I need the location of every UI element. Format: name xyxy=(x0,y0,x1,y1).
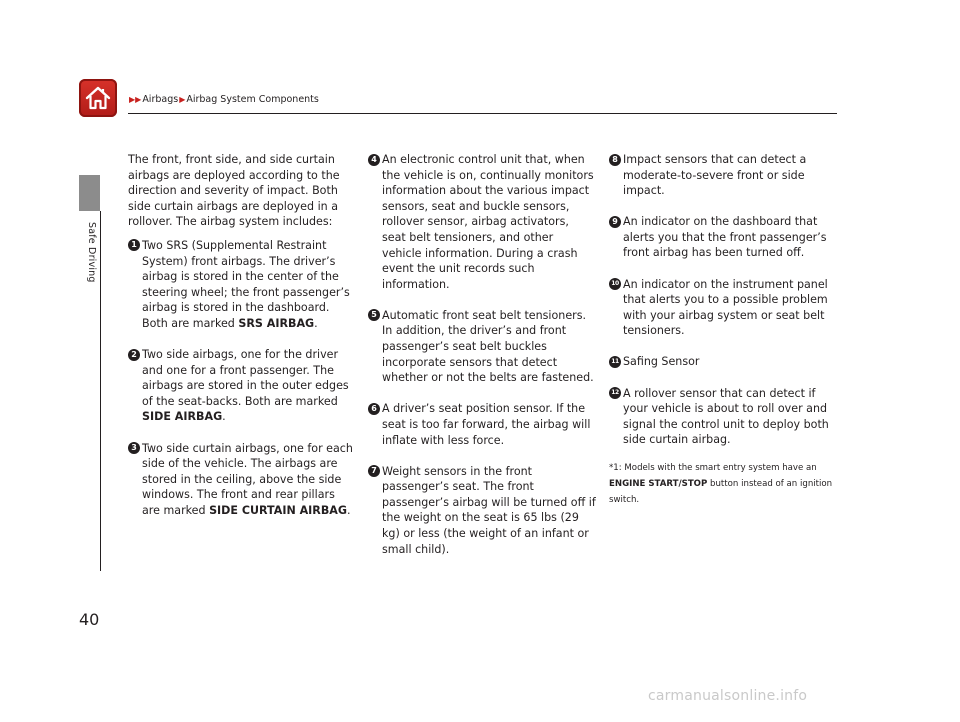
number-badge: 12 xyxy=(609,387,621,399)
number-badge: 2 xyxy=(128,349,140,361)
watermark: carmanualsonline.info xyxy=(648,688,808,704)
chapter-tab[interactable] xyxy=(79,175,100,211)
number-badge: 8 xyxy=(609,154,621,166)
component-item-4: 4 An electronic control unit that, when the vehicle is on, continually monitors information about the various impact sensors, seat and buckle sensors, rollover sensor, airbag activators, seat belt tensioners, and other vehicle information. During a crash event the unit records such information. xyxy=(368,152,596,292)
header-divider xyxy=(128,113,837,114)
home-icon xyxy=(84,85,112,111)
column-2 xyxy=(368,152,596,573)
component-item-11: 11 Safing Sensor xyxy=(609,354,839,370)
column-3 xyxy=(609,152,839,508)
component-item-3: 3 Two side curtain airbags, one for each side of the vehicle. The airbags are stored in the ceiling, above the side windows. The front and rear pillars are marked SIDE CURTAIN AIRBAG. xyxy=(128,441,354,519)
component-item-10: 10 An indicator on the instrument panel that alerts you to a possible problem with your airbag system or seat belt tensioners. xyxy=(609,277,839,339)
breadcrumb-section-link[interactable]: Airbags xyxy=(142,94,179,105)
number-badge: 7 xyxy=(368,465,380,477)
number-badge: 4 xyxy=(368,154,380,166)
triangle-right-icon: ▶▶ xyxy=(129,95,142,104)
triangle-right-icon: ▶ xyxy=(179,95,186,104)
number-badge: 10 xyxy=(609,278,621,290)
intro-paragraph: The front, front side, and side curtain airbags are deployed according to the direction and severity of impact. Both side curtain airbags are deployed in a rollover. The airbag system includes: xyxy=(128,153,340,229)
footnote: *1: Models with the smart entry system have an ENGINE START/STOP button instead of an ignition switch. xyxy=(609,463,833,505)
number-badge: 6 xyxy=(368,403,380,415)
page-number: 40 xyxy=(79,610,100,629)
number-badge: 9 xyxy=(609,216,621,228)
number-badge: 3 xyxy=(128,442,140,454)
component-item-9: 9 An indicator on the dashboard that alerts you that the front passenger’s front airbag has been turned off. xyxy=(609,214,839,261)
number-badge: 5 xyxy=(368,309,380,321)
sidebar-divider xyxy=(100,211,101,571)
component-item-1: 1 Two SRS (Supplemental Restraint System) front airbags. The driver’s airbag is stored in the center of the steering wheel; the front passenger’s airbag is stored in the dashboard. Both are marked SRS AIRBAG. xyxy=(128,238,354,332)
component-item-8: 8 Impact sensors that can detect a moderate-to-severe front or side impact. xyxy=(609,152,839,199)
column-1 xyxy=(128,152,354,534)
component-item-5: 5 Automatic front seat belt tensioners. In addition, the driver’s and front passenger’s seat belt buckles incorporate sensors that detect whether or not the belts are fastened. xyxy=(368,308,596,386)
number-badge: 1 xyxy=(128,239,140,251)
component-item-7: 7 Weight sensors in the front passenger’s seat. The front passenger’s airbag will be turned off if the weight on the seat is 65 lbs (29 kg) or less (the weight of an infant or small child). xyxy=(368,464,596,558)
component-item-12: 12 A rollover sensor that can detect if your vehicle is about to roll over and signal the control unit to deploy both side curtain airbag. xyxy=(609,386,839,448)
component-item-2: 2 Two side airbags, one for the driver and one for a front passenger. The airbags are stored in the outer edges of the seat-backs. Both are marked SIDE AIRBAG. xyxy=(128,347,354,425)
number-badge: 11 xyxy=(609,356,621,368)
breadcrumb xyxy=(128,94,319,105)
component-item-6: 6 A driver’s seat position sensor. If the seat is too far forward, the airbag will inflate with less force. xyxy=(368,401,596,448)
breadcrumb-current-page: Airbag System Components xyxy=(186,94,319,105)
home-button[interactable] xyxy=(79,79,117,117)
chapter-label: Safe Driving xyxy=(86,222,97,283)
